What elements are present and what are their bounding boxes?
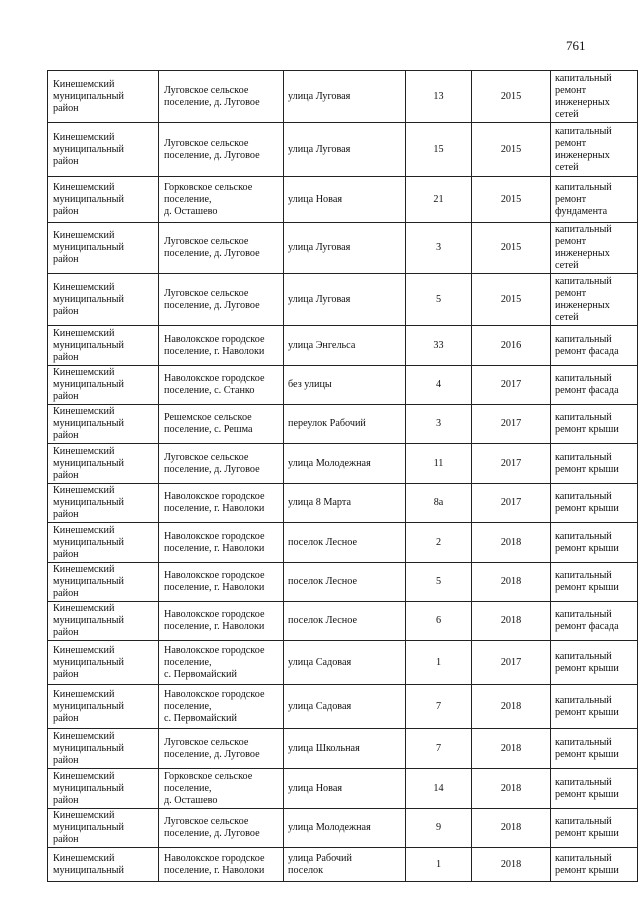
- page-number: 761: [566, 38, 586, 53]
- street-cell: улица Луговая: [284, 123, 406, 177]
- district-cell: Кинешемский муниципальный район: [48, 177, 159, 223]
- table-row: [48, 848, 638, 882]
- house-number-cell: 6: [406, 602, 472, 641]
- work-type-cell: капитальный ремонт крыши: [551, 563, 638, 602]
- work-type-cell: капитальный ремонт крыши: [551, 769, 638, 809]
- street-cell: улица Луговая: [284, 71, 406, 123]
- house-number-cell: 15: [406, 123, 472, 177]
- year-cell: 2017: [472, 641, 551, 685]
- year-cell: 2015: [472, 123, 551, 177]
- work-type-cell: капитальный ремонт крыши: [551, 405, 638, 444]
- house-number-cell: 7: [406, 685, 472, 729]
- house-number-cell: 33: [406, 326, 472, 366]
- housing-repair-table: [47, 70, 638, 882]
- work-type-cell: капитальный ремонт крыши: [551, 848, 638, 882]
- district-cell: Кинешемский муниципальный район: [48, 602, 159, 641]
- street-cell: улица Новая: [284, 177, 406, 223]
- settlement-cell: Луговское сельское поселение, д. Луговое: [159, 729, 284, 769]
- street-cell: улица Молодежная: [284, 809, 406, 848]
- settlement-cell: Луговское сельское поселение, д. Луговое: [159, 809, 284, 848]
- house-number-cell: 9: [406, 809, 472, 848]
- district-cell: Кинешемский муниципальный: [48, 848, 159, 882]
- settlement-cell: Луговское сельское поселение, д. Луговое: [159, 123, 284, 177]
- table-row: [48, 641, 638, 685]
- year-cell: 2018: [472, 523, 551, 563]
- street-cell: улица Луговая: [284, 274, 406, 326]
- work-type-cell: капитальный ремонт инженерных сетей: [551, 123, 638, 177]
- settlement-cell: Горковское сельское поселение, д. Осташево: [159, 177, 284, 223]
- table-row: [48, 444, 638, 484]
- house-number-cell: 1: [406, 641, 472, 685]
- settlement-cell: Луговское сельское поселение, д. Луговое: [159, 71, 284, 123]
- year-cell: 2015: [472, 177, 551, 223]
- settlement-cell: Наволокское городское поселение, г. Наволоки: [159, 848, 284, 882]
- year-cell: 2017: [472, 366, 551, 405]
- street-cell: поселок Лесное: [284, 563, 406, 602]
- work-type-cell: капитальный ремонт крыши: [551, 523, 638, 563]
- work-type-cell: капитальный ремонт инженерных сетей: [551, 274, 638, 326]
- settlement-cell: Решемское сельское поселение, с. Решма: [159, 405, 284, 444]
- district-cell: Кинешемский муниципальный район: [48, 223, 159, 274]
- street-cell: улица Молодежная: [284, 444, 406, 484]
- district-cell: Кинешемский муниципальный район: [48, 523, 159, 563]
- table-row: [48, 366, 638, 405]
- year-cell: 2018: [472, 848, 551, 882]
- table-row: [48, 71, 638, 123]
- house-number-cell: 21: [406, 177, 472, 223]
- house-number-cell: 11: [406, 444, 472, 484]
- house-number-cell: 14: [406, 769, 472, 809]
- street-cell: поселок Лесное: [284, 523, 406, 563]
- settlement-cell: Горковское сельское поселение, д. Осташево: [159, 769, 284, 809]
- house-number-cell: 3: [406, 223, 472, 274]
- table-row: [48, 685, 638, 729]
- table-row: [48, 326, 638, 366]
- street-cell: улица Рабочий поселок: [284, 848, 406, 882]
- house-number-cell: 5: [406, 563, 472, 602]
- year-cell: 2015: [472, 71, 551, 123]
- street-cell: поселок Лесное: [284, 602, 406, 641]
- district-cell: Кинешемский муниципальный район: [48, 769, 159, 809]
- district-cell: Кинешемский муниципальный район: [48, 685, 159, 729]
- table-row: [48, 274, 638, 326]
- house-number-cell: 4: [406, 366, 472, 405]
- table-row: [48, 123, 638, 177]
- settlement-cell: Наволокское городское поселение, г. Наволоки: [159, 563, 284, 602]
- district-cell: Кинешемский муниципальный район: [48, 366, 159, 405]
- year-cell: 2017: [472, 444, 551, 484]
- table-row: [48, 177, 638, 223]
- district-cell: Кинешемский муниципальный район: [48, 274, 159, 326]
- table-row: [48, 729, 638, 769]
- year-cell: 2016: [472, 326, 551, 366]
- district-cell: Кинешемский муниципальный район: [48, 641, 159, 685]
- work-type-cell: капитальный ремонт крыши: [551, 729, 638, 769]
- year-cell: 2015: [472, 274, 551, 326]
- year-cell: 2018: [472, 769, 551, 809]
- house-number-cell: 8а: [406, 484, 472, 523]
- street-cell: переулок Рабочий: [284, 405, 406, 444]
- district-cell: Кинешемский муниципальный район: [48, 326, 159, 366]
- house-number-cell: 3: [406, 405, 472, 444]
- table-row: [48, 602, 638, 641]
- work-type-cell: капитальный ремонт инженерных сетей: [551, 223, 638, 274]
- street-cell: улица 8 Марта: [284, 484, 406, 523]
- settlement-cell: Наволокское городское поселение, г. Наволоки: [159, 523, 284, 563]
- house-number-cell: 2: [406, 523, 472, 563]
- work-type-cell: капитальный ремонт инженерных сетей: [551, 71, 638, 123]
- house-number-cell: 5: [406, 274, 472, 326]
- settlement-cell: Наволокское городское поселение, с. Первомайский: [159, 641, 284, 685]
- street-cell: улица Новая: [284, 769, 406, 809]
- street-cell: улица Садовая: [284, 641, 406, 685]
- settlement-cell: Луговское сельское поселение, д. Луговое: [159, 223, 284, 274]
- year-cell: 2017: [472, 405, 551, 444]
- district-cell: Кинешемский муниципальный район: [48, 444, 159, 484]
- work-type-cell: капитальный ремонт крыши: [551, 809, 638, 848]
- district-cell: Кинешемский муниципальный район: [48, 729, 159, 769]
- district-cell: Кинешемский муниципальный район: [48, 405, 159, 444]
- work-type-cell: капитальный ремонт крыши: [551, 641, 638, 685]
- table-row: [48, 809, 638, 848]
- year-cell: 2018: [472, 563, 551, 602]
- work-type-cell: капитальный ремонт крыши: [551, 484, 638, 523]
- settlement-cell: Наволокское городское поселение, г. Наволоки: [159, 484, 284, 523]
- district-cell: Кинешемский муниципальный район: [48, 123, 159, 177]
- table-row: [48, 769, 638, 809]
- work-type-cell: капитальный ремонт крыши: [551, 685, 638, 729]
- street-cell: улица Школьная: [284, 729, 406, 769]
- year-cell: 2015: [472, 223, 551, 274]
- work-type-cell: капитальный ремонт фасада: [551, 366, 638, 405]
- year-cell: 2018: [472, 729, 551, 769]
- street-cell: улица Луговая: [284, 223, 406, 274]
- table-row: [48, 523, 638, 563]
- work-type-cell: капитальный ремонт фундамента: [551, 177, 638, 223]
- district-cell: Кинешемский муниципальный район: [48, 809, 159, 848]
- street-cell: улица Энгельса: [284, 326, 406, 366]
- year-cell: 2018: [472, 602, 551, 641]
- district-cell: Кинешемский муниципальный район: [48, 484, 159, 523]
- house-number-cell: 1: [406, 848, 472, 882]
- table-row: [48, 405, 638, 444]
- work-type-cell: капитальный ремонт фасада: [551, 602, 638, 641]
- table-row: [48, 223, 638, 274]
- settlement-cell: Наволокское городское поселение, г. Наволоки: [159, 602, 284, 641]
- district-cell: Кинешемский муниципальный район: [48, 71, 159, 123]
- year-cell: 2018: [472, 809, 551, 848]
- year-cell: 2018: [472, 685, 551, 729]
- district-cell: Кинешемский муниципальный район: [48, 563, 159, 602]
- settlement-cell: Луговское сельское поселение, д. Луговое: [159, 274, 284, 326]
- settlement-cell: Луговское сельское поселение, д. Луговое: [159, 444, 284, 484]
- table-row: [48, 484, 638, 523]
- settlement-cell: Наволокское городское поселение, г. Наволоки: [159, 326, 284, 366]
- house-number-cell: 7: [406, 729, 472, 769]
- work-type-cell: капитальный ремонт крыши: [551, 444, 638, 484]
- work-type-cell: капитальный ремонт фасада: [551, 326, 638, 366]
- street-cell: улица Садовая: [284, 685, 406, 729]
- year-cell: 2017: [472, 484, 551, 523]
- table-row: [48, 563, 638, 602]
- table-body: [48, 71, 638, 882]
- settlement-cell: Наволокское городское поселение, с. Первомайский: [159, 685, 284, 729]
- settlement-cell: Наволокское городское поселение, с. Станко: [159, 366, 284, 405]
- street-cell: без улицы: [284, 366, 406, 405]
- house-number-cell: 13: [406, 71, 472, 123]
